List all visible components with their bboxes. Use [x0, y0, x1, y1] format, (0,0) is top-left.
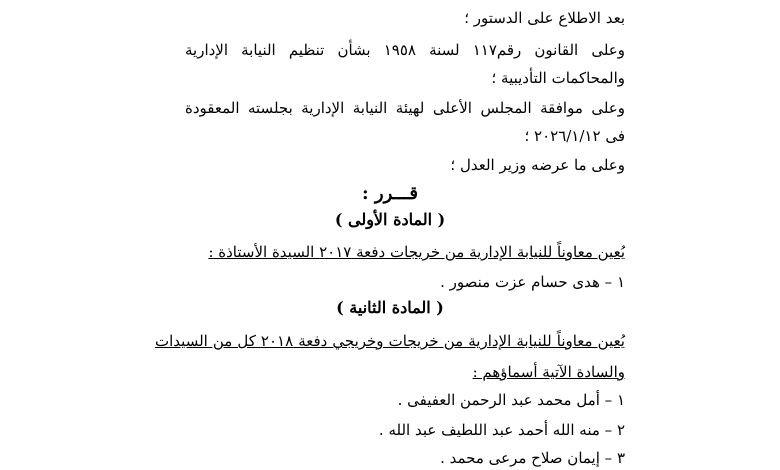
article-two-intro-line1: يُعين معاوناً للنيابة الإدارية من خريجات وخريجي دفعة ٢٠١٨ كل من السيدات — [155, 332, 625, 350]
decree-heading: قـــرر : — [362, 183, 418, 204]
article-two-intro-line2: والسادة الآتية أسماؤهم : — [472, 363, 625, 381]
article-two-title: ( المادة الثانية ) — [336, 298, 444, 317]
preamble-law-continuation: والمحاكمات التأديبية ؛ — [491, 69, 625, 87]
article-two-item-2: ٢ – منه الله أحمد عبد اللطيف عبد الله . — [378, 421, 625, 439]
preamble-constitution: بعد الاطلاع على الدستور ؛ — [464, 9, 625, 27]
article-one-item-1: ١ – هدى حسام عزت منصور . — [440, 273, 625, 291]
article-two-item-1: ١ – أمل محمد عبد الرحمن العفيفى . — [397, 391, 625, 409]
preamble-law-line: وعلى القانون رقم١١٧ لسنة ١٩٥٨ بشأن تنظيم النيابة الإدارية — [185, 41, 625, 59]
article-one-intro: يُعين معاوناً للنيابة الإدارية من خريجات دفعة ٢٠١٧ السيدة الأستاذة : — [208, 243, 625, 261]
article-one-title: ( المادة الأولى ) — [334, 210, 446, 229]
preamble-session-date: فى ٢٠٢٦/١/١٢ ؛ — [524, 127, 625, 145]
preamble-justice-minister: وعلى ما عرضه وزير العدل ؛ — [450, 156, 625, 174]
preamble-council-line: وعلى موافقة المجلس الأعلى لهيئة النيابة الإدارية بجلسته المعقودة — [185, 99, 625, 117]
article-two-item-3: ٣ – إيمان صلاح مرعى محمد . — [440, 449, 625, 467]
